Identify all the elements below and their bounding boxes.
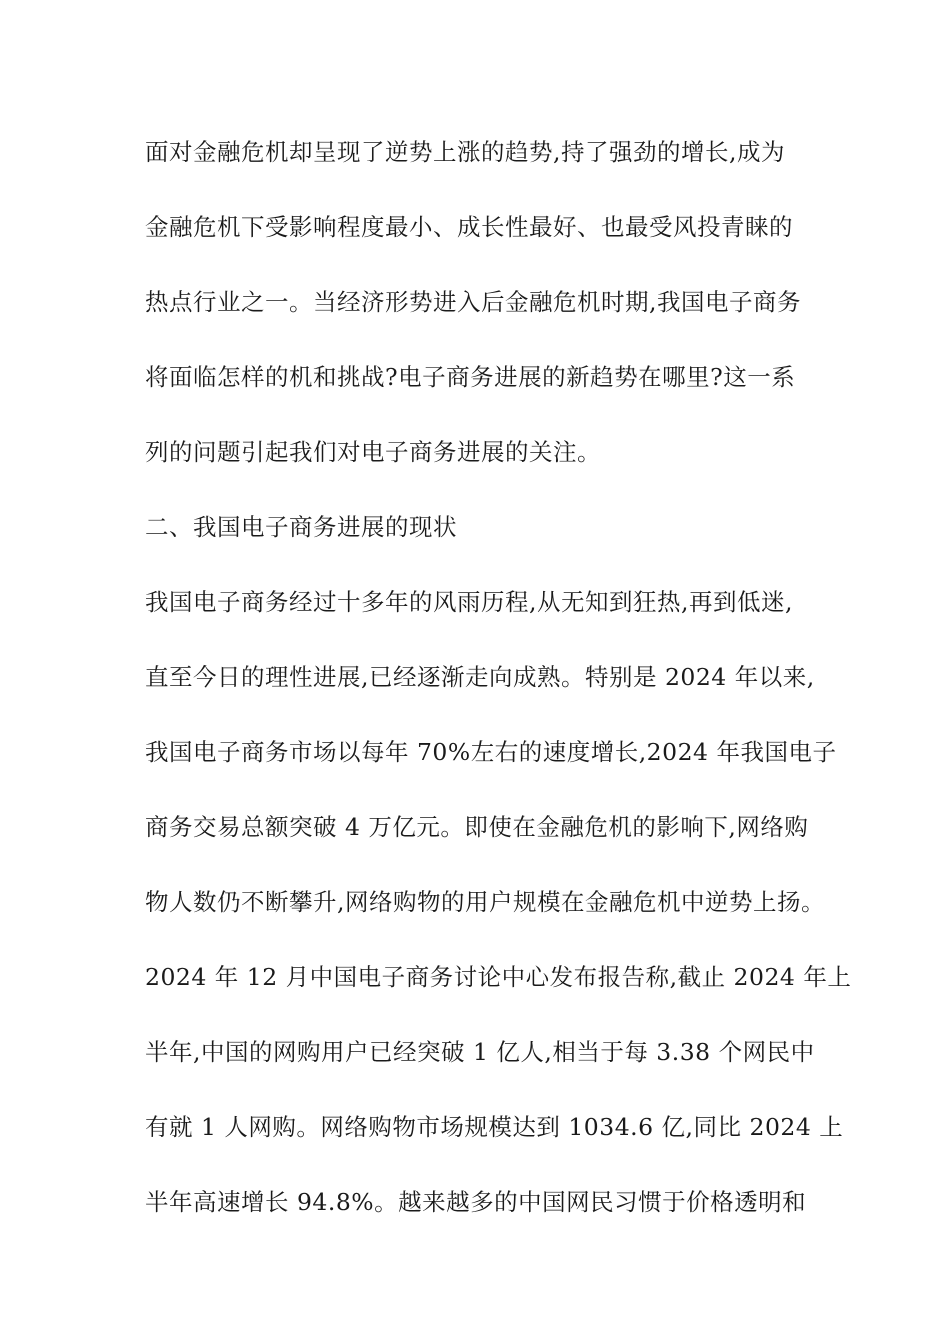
paragraph-line: 将面临怎样的机和挑战?电子商务进展的新趋势在哪里?这一系 [145, 363, 796, 391]
paragraph-line: 我国电子商务经过十多年的风雨历程,从无知到狂热,再到低迷, [145, 588, 793, 616]
paragraph-line: 半年高速增长 94.8%。越来越多的中国网民习惯于价格透明和 [145, 1188, 807, 1216]
paragraph-line: 我国电子商务市场以每年 70%左右的速度增长,2024 年我国电子 [145, 738, 837, 766]
paragraph-line: 2024 年 12 月中国电子商务讨论中心发布报告称,截止 2024 年上 [145, 963, 852, 991]
section-heading: 二、我国电子商务进展的现状 [145, 513, 457, 541]
paragraph-line: 列的问题引起我们对电子商务进展的关注。 [145, 438, 601, 466]
paragraph-line: 商务交易总额突破 4 万亿元。即使在金融危机的影响下,网络购 [145, 813, 809, 841]
paragraph-line: 面对金融危机却呈现了逆势上涨的趋势,持了强劲的增长,成为 [145, 138, 785, 166]
paragraph-line: 物人数仍不断攀升,网络购物的用户规模在金融危机中逆势上扬。 [145, 888, 825, 916]
paragraph-line: 热点行业之一。当经济形势进入后金融危机时期,我国电子商务 [145, 288, 801, 316]
paragraph-line: 金融危机下受影响程度最小、成长性最好、也最受风投青睐的 [145, 213, 793, 241]
paragraph-line: 半年,中国的网购用户已经突破 1 亿人,相当于每 3.38 个网民中 [145, 1038, 815, 1066]
paragraph-line: 有就 1 人网购。网络购物市场规模达到 1034.6 亿,同比 2024 上 [145, 1113, 844, 1141]
paragraph-line: 直至今日的理性进展,已经逐渐走向成熟。特别是 2024 年以来, [145, 663, 815, 691]
